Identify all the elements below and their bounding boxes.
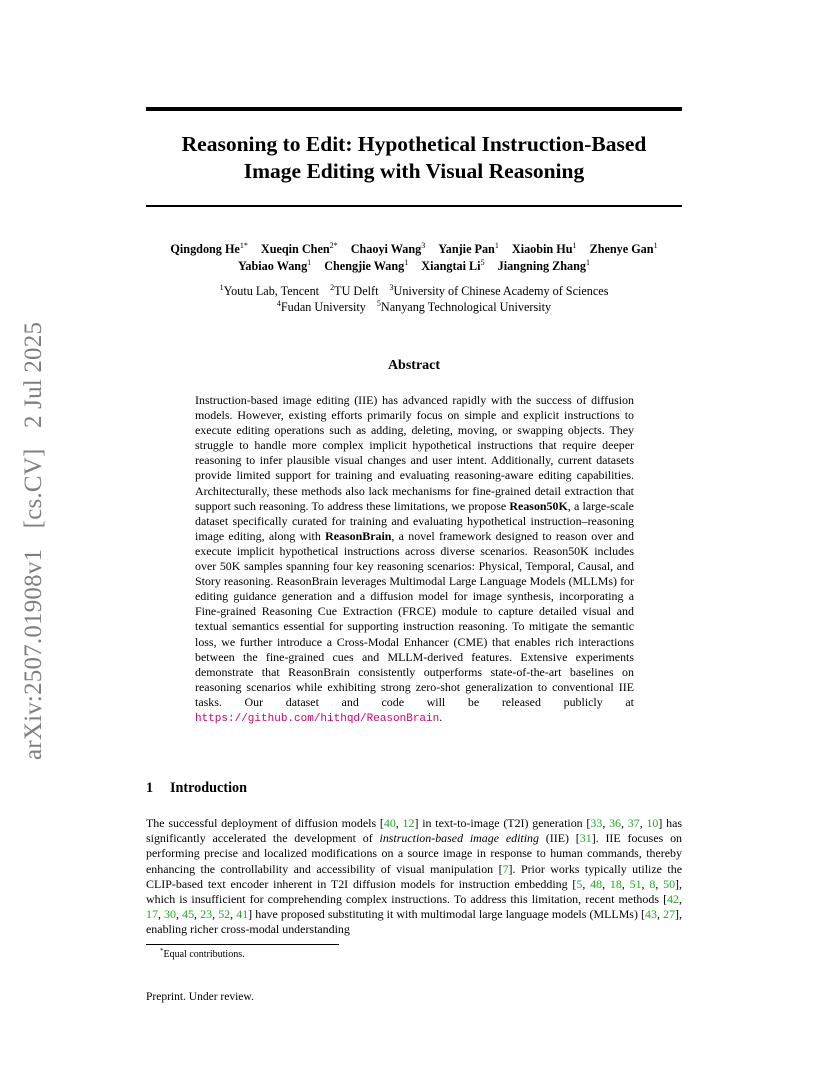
dataset-name: Reason50K bbox=[509, 498, 568, 513]
citation-link[interactable]: 5 bbox=[576, 876, 583, 891]
citation-link[interactable]: 42 bbox=[667, 892, 680, 907]
citation-link[interactable]: 51 bbox=[629, 876, 642, 891]
affiliation: $^1$Youtu Lab, Tencent bbox=[219, 283, 320, 298]
author: Xueqin Chen$^{2*}$ bbox=[260, 241, 338, 256]
author: Jiangning Zhang$^1$ bbox=[497, 258, 591, 273]
citation-link[interactable]: 45 bbox=[182, 907, 195, 922]
paper-title bbox=[146, 131, 682, 185]
github-link[interactable]: https://github.com/hithqd/ReasonBrain bbox=[195, 712, 440, 725]
citation-link[interactable]: 31 bbox=[579, 831, 592, 846]
citation-link[interactable]: 27 bbox=[663, 907, 676, 922]
citation-link[interactable]: 50 bbox=[663, 876, 676, 891]
title-rule-bottom bbox=[146, 205, 682, 207]
citation-link[interactable]: 12 bbox=[402, 816, 415, 830]
footnote-text: Equal contributions. bbox=[163, 949, 245, 960]
footnote bbox=[160, 949, 245, 960]
citation-link[interactable]: 23 bbox=[200, 907, 213, 922]
citation-link[interactable]: 30 bbox=[164, 907, 176, 922]
section-number: 1 bbox=[146, 780, 154, 796]
arxiv-category: [cs.CV] bbox=[20, 448, 47, 529]
iie-term: instruction-based image editing bbox=[379, 831, 539, 846]
citation-link[interactable]: 40 bbox=[383, 816, 396, 830]
title-rule-top bbox=[146, 107, 682, 111]
preprint-notice: Preprint. Under review. bbox=[146, 991, 254, 1003]
author: Xiaobin Hu$^1$ bbox=[511, 241, 577, 256]
citation-link[interactable]: 52 bbox=[218, 907, 231, 922]
citation-link[interactable]: 33 bbox=[590, 816, 603, 830]
citation-link[interactable]: 43 bbox=[645, 907, 657, 922]
title-line-2: Image Editing with Visual Reasoning bbox=[243, 159, 585, 183]
citation-link[interactable]: 37 bbox=[627, 816, 640, 830]
citation-link[interactable]: 18 bbox=[609, 876, 622, 891]
citation-link[interactable]: 41 bbox=[236, 907, 249, 922]
section-heading-introduction bbox=[146, 780, 682, 797]
affiliation: $^2$TU Delft bbox=[330, 283, 379, 298]
affiliation: $^3$University of Chinese Academy of Sciences bbox=[389, 283, 609, 298]
author: Zhenye Gan$^1$ bbox=[589, 241, 658, 256]
affiliations bbox=[146, 284, 682, 315]
affiliation: $^4$Fudan University bbox=[276, 298, 366, 314]
section-title: Introduction bbox=[170, 780, 247, 796]
citation-link[interactable]: 36 bbox=[609, 816, 621, 830]
citation-link[interactable]: 8 bbox=[649, 876, 656, 891]
footnote-mark: * bbox=[160, 947, 164, 955]
author: Qingdong $He^{1*}$ bbox=[170, 241, 248, 256]
author: Chaoyi Wang$^3$ bbox=[350, 241, 426, 256]
arxiv-date: 2 Jul 2025 bbox=[20, 321, 47, 429]
framework-name: ReasonBrain bbox=[325, 528, 392, 543]
affiliation: $^5$Nanyang Technological University bbox=[376, 298, 552, 314]
author: Yabiao Wang$^1$ bbox=[237, 258, 312, 273]
title-line-1: Reasoning to Edit: Hypothetical Instruction-Based bbox=[181, 132, 647, 156]
author-list bbox=[140, 241, 688, 275]
abstract-body: Instruction-based image editing (IIE) has advanced rapidly with the success of diffusion models. However, existing efforts primarily focus on simple and explicit instructions to execute editing operations such as adding, deleting, moving, or swapping objects. They struggle to handle more complex implicit hypothetical instructions that require deeper reasoning to infer plausible visual changes and user intent. Additionally, current datasets provide limited support for training and evaluating reasoning-aware editing capabilities. Architecturally, these methods also lack mechanisms for fine-grained detail extraction that support such reasoning. To address these limitations, we propose Reason50K, a large-scale dataset specifically curated for training and evaluating hypothetical instruction–reasoning image editing, along with ReasonBrain, a novel framework designed to reason over and execute implicit hypothetical instructions across diverse scenarios. Reason50K includes over 50K samples spanning four key reasoning scenarios: Physical, Temporal, Causal, and Story reasoning. ReasonBrain leverages Multimodal Large Language Models (MLLMs) for editing guidance generation and a diffusion model for image synthesis, incorporating a Fine-grained Reasoning Cue Extraction (FRCE) module to capture detailed visual and textual semantics essential for supporting instruction reasoning. To mitigate the semantic loss, we further introduce a Cross-Modal Enhancer (CME) that enables rich interactions between the fine-grained cues and MLLM-derived features. Extensive experiments demonstrate that ReasonBrain consistently outperforms state-of-the-art baselines on reasoning scenarios while exhibiting strong zero-shot generalization to conventional IIE tasks. Our dataset and code will be released publicly at https://github.com/hithqd/ReasonBrain. bbox=[195, 393, 634, 725]
citation-link[interactable]: 10 bbox=[646, 816, 659, 830]
citation-link[interactable]: 48 bbox=[590, 876, 603, 891]
arxiv-identifier bbox=[20, 312, 48, 760]
footnote-rule bbox=[146, 944, 339, 945]
abstract-heading: Abstract bbox=[387, 358, 441, 373]
arxiv-id[interactable]: arXiv:2507.01908v1 bbox=[20, 548, 47, 760]
introduction-paragraph: The successful deployment of diffusion models [40, 12] in text-to-image (T2I) generation [33, 36, 37, 10] has significantly accelerated the development of instruction-based image editing (IIE) [31]. IIE focuses on performing precise and localized modifications on a source image in response to human commands, thereby enhancing the controllability and accessibility of visual manipulation [7]. Prior works typically utilize the CLIP-based text encoder inherent in T2I diffusion models for instruction embedding [5, 48, 18, 51, 8, 50], which is insufficient for comprehending complex instructions. To address this limitation, recent methods [42, 17, 30, 45, 23, 52, 41] have proposed substituting it with multimodal large language models (MLLMs) [43, 27], enabling richer cross-modal understanding bbox=[146, 816, 683, 937]
author: Xiangtai Li$^5$ bbox=[421, 258, 485, 273]
author: Yanjie Pan$^1$ bbox=[438, 241, 499, 256]
citation-link[interactable]: 7 bbox=[502, 861, 509, 876]
author: Chengjie Wang$^1$ bbox=[324, 258, 409, 273]
citation-link[interactable]: 17 bbox=[146, 907, 158, 922]
